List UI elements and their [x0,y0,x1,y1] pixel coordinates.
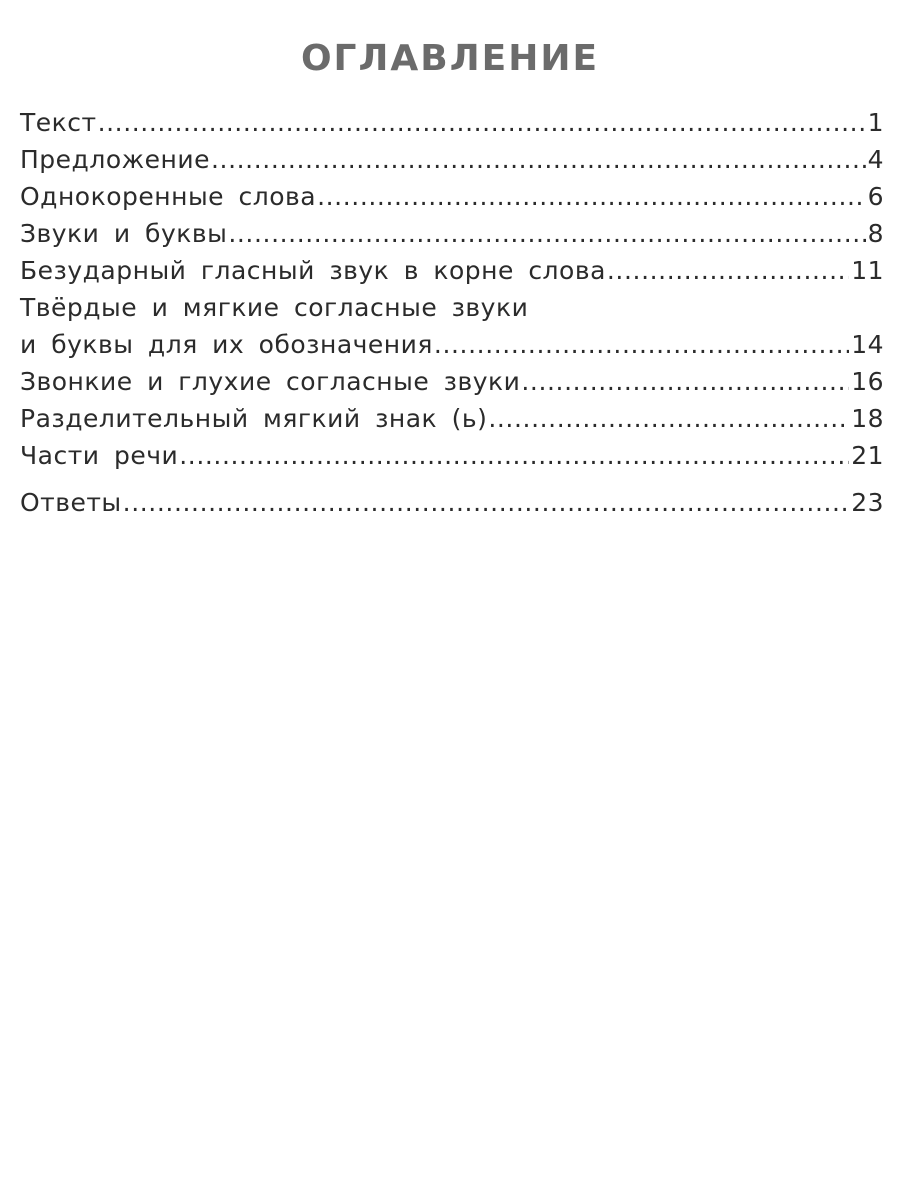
dot-leader [317,178,866,215]
toc-entry-page: 14 [851,330,884,359]
toc-entry-unstressed-vowel [20,252,884,289]
toc-entry-hard-soft-consonants [20,289,884,326]
toc-entry-page: 16 [851,367,884,396]
toc-entry-voiced-voiceless [20,363,884,400]
toc-entry-page: 11 [851,256,884,285]
dot-leader [211,141,866,178]
toc-entry-page: 21 [851,441,884,470]
toc-entry-page: 6 [867,182,884,211]
toc-entry-label: Части речи [20,441,179,470]
toc-entry-page: 4 [867,145,884,174]
toc-entry-label: Ответы [20,488,122,517]
toc-entry-label: Безударный гласный звук в корне слова [20,256,606,285]
toc-entry-page: 8 [867,219,884,248]
table-of-contents [20,104,884,521]
dot-leader [521,363,849,400]
toc-entry-sentence [20,141,884,178]
dot-leader [123,484,850,521]
dot-leader [488,400,849,437]
dot-leader [434,326,849,363]
toc-entry-soft-sign [20,400,884,437]
toc-entry-sounds-letters [20,215,884,252]
toc-entry-page: 1 [867,108,884,137]
toc-entry-label: Однокоренные слова [20,182,317,211]
page-title: ОГЛАВЛЕНИЕ [300,38,600,79]
toc-entry-label: Твёрдые и мягкие согласные звуки [20,293,529,322]
dot-leader [607,252,849,289]
toc-entry-answers [20,484,884,521]
toc-entry-label: Звуки и буквы [20,219,228,248]
toc-entry-text [20,104,884,141]
toc-entry-label: Текст [20,108,97,137]
toc-entry-label: Предложение [20,145,210,174]
toc-entry-label-continuation: и буквы для их обозначения [20,330,433,359]
dot-leader [98,104,866,141]
toc-entry-parts-of-speech [20,437,884,474]
toc-entry-page: 18 [851,404,884,433]
toc-entry-cognate-words [20,178,884,215]
toc-entry-hard-soft-consonants-continuation [20,326,884,363]
toc-entry-label: Разделительный мягкий знак (ь) [20,404,488,433]
dot-leader [228,215,865,252]
toc-entry-page: 23 [851,488,884,517]
dot-leader [179,437,849,474]
toc-entry-label: Звонкие и глухие согласные звуки [20,367,521,396]
